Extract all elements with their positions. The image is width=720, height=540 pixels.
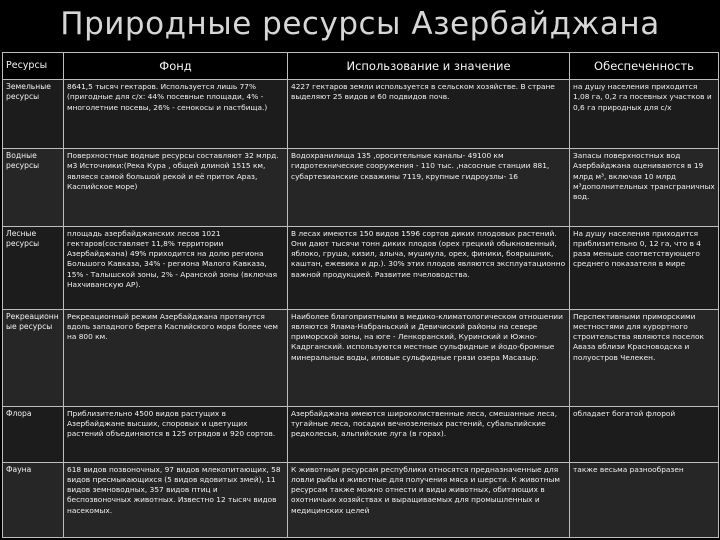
resource-usage: К животным ресурсам республики относятся предназначенные для ловли рыбы и животные для получения мяса и шерсти. К животным ресурсам также можно отнести и виды животных, обитающих в охотничьих хозяйствах и выращиваемых для промышленных и медицинских целей [288,462,570,537]
resource-provision: на душу населения приходится 1,08 га, 0,2 га посевных участков и 0,6 га природных для с/х [570,80,719,149]
resource-fund: площадь азербайджанских лесов 1021 гектаров(составляет 11,8% территории Азербайджана) 49% приходится на долю региона Большого Кавказа, 34% - региона Малого Кавказа, 15% - Талышской зоны, 2% - Аранской зоны (включая Нахчиванскую АР). [64,226,288,309]
table-row [3,406,719,462]
resource-provision: На душу населения приходится приблизительно 0, 12 га, что в 4 раза меньше соответствующего среднего показателя в мире [570,226,719,309]
resource-provision: Запасы поверхностных вод Азербайджана оцениваются в 19 млрд м³, включая 10 млрд м³дополнительных трансграничных вод. [570,148,719,226]
resource-name: Рекреационные ресурсы [3,309,64,406]
resource-usage: Азербайджана имеются широколиственные леса, смешанные леса, тугайные леса, посадки вечнозеленых растений, субальпийские редколесья, альпийские луга (в горах). [288,406,570,462]
resource-usage: Водохранилища 135 ,оросительные каналы- 49100 км гидротехнические сооружения - 110 тыс. ,насосные станции 881, субартезианские скважины 7119, крупные гидроузлы- 16 [288,148,570,226]
resource-usage: 4227 гектаров земли используется в сельском хозяйстве. В стране выделяют 25 видов и 60 подвидов почв. [288,80,570,149]
resource-name: Земельные ресурсы [3,80,64,149]
resource-name: Лесные ресурсы [3,226,64,309]
resource-name: Водные ресурсы [3,148,64,226]
resource-fund: 618 видов позвоночных, 97 видов млекопитающих, 58 видов пресмыкающихся (5 видов ядовитых змей), 11 видов земноводных, 357 видов птиц и беспозвоночных животных. Известно 12 тысяч видов насекомых. [64,462,288,537]
resources-table [2,52,719,538]
slide-title: Природные ресурсы Азербайджана [60,6,660,42]
resource-name: Фауна [3,462,64,537]
resource-usage: Наиболее благоприятными в медико-климатологическом отношении являются Ялама-Набраньский и Девичиский районы на севере приморской зоны, на юге - Ленкоранский, Куринский и Южно-Кадрганский. используются местные сульфидные и йодо-бромные минеральные воды, иловые сульфидные грязи озера Масазыр. [288,309,570,406]
table-header-row [3,53,719,80]
resource-provision: Перспективными приморскими местностями для курортного строительства являются поселок Аваза вблизи Красноводска и полуостров Челекен. [570,309,719,406]
header-provision: Обеспеченность [570,53,719,80]
resource-fund: Приблизительно 4500 видов растущих в Азербайджане высших, споровых и цветущих растений объединяются в 125 отрядов и 920 сортов. [64,406,288,462]
resource-name: Флора [3,406,64,462]
resource-usage: В лесах имеются 150 видов 1596 сортов диких плодовых растений. Они дают тысячи тонн диких плодов (орех грецкий обыкновенный, яблоко, груша, кизил, алыча, мушмула, орех, финики, боярышник, каштан, ежевика и др.). 30% этих плодов являются эксплуатационно важной продукцией. Развитие пчеловодства. [288,226,570,309]
table-row [3,226,719,309]
header-fund: Фонд [64,53,288,80]
table-row [3,462,719,537]
resource-fund: Поверхностные водные ресурсы составляют 32 млрд. м3 Источники:(Река Кура , общей длиной 1515 км, являеся самой большой рекой и её приток Араз, Каспийское море) [64,148,288,226]
resource-provision: также весьма разнообразен [570,462,719,537]
header-usage: Использование и значение [288,53,570,80]
header-resources: Ресурсы [3,53,64,80]
table-row [3,148,719,226]
resource-provision: обладает богатой флорой [570,406,719,462]
resource-fund: 8641,5 тысяч гектаров. Используется лишь 77% (пригодные для с/х: 44% посевные площади, 4% - многолетние посевы, 26% - сенокосы и пастбища.) [64,80,288,149]
table-row [3,309,719,406]
resource-fund: Рекреационный режим Азербайджана протянутся вдоль западного берега Каспийского моря более чем на 800 км. [64,309,288,406]
table-row [3,80,719,149]
